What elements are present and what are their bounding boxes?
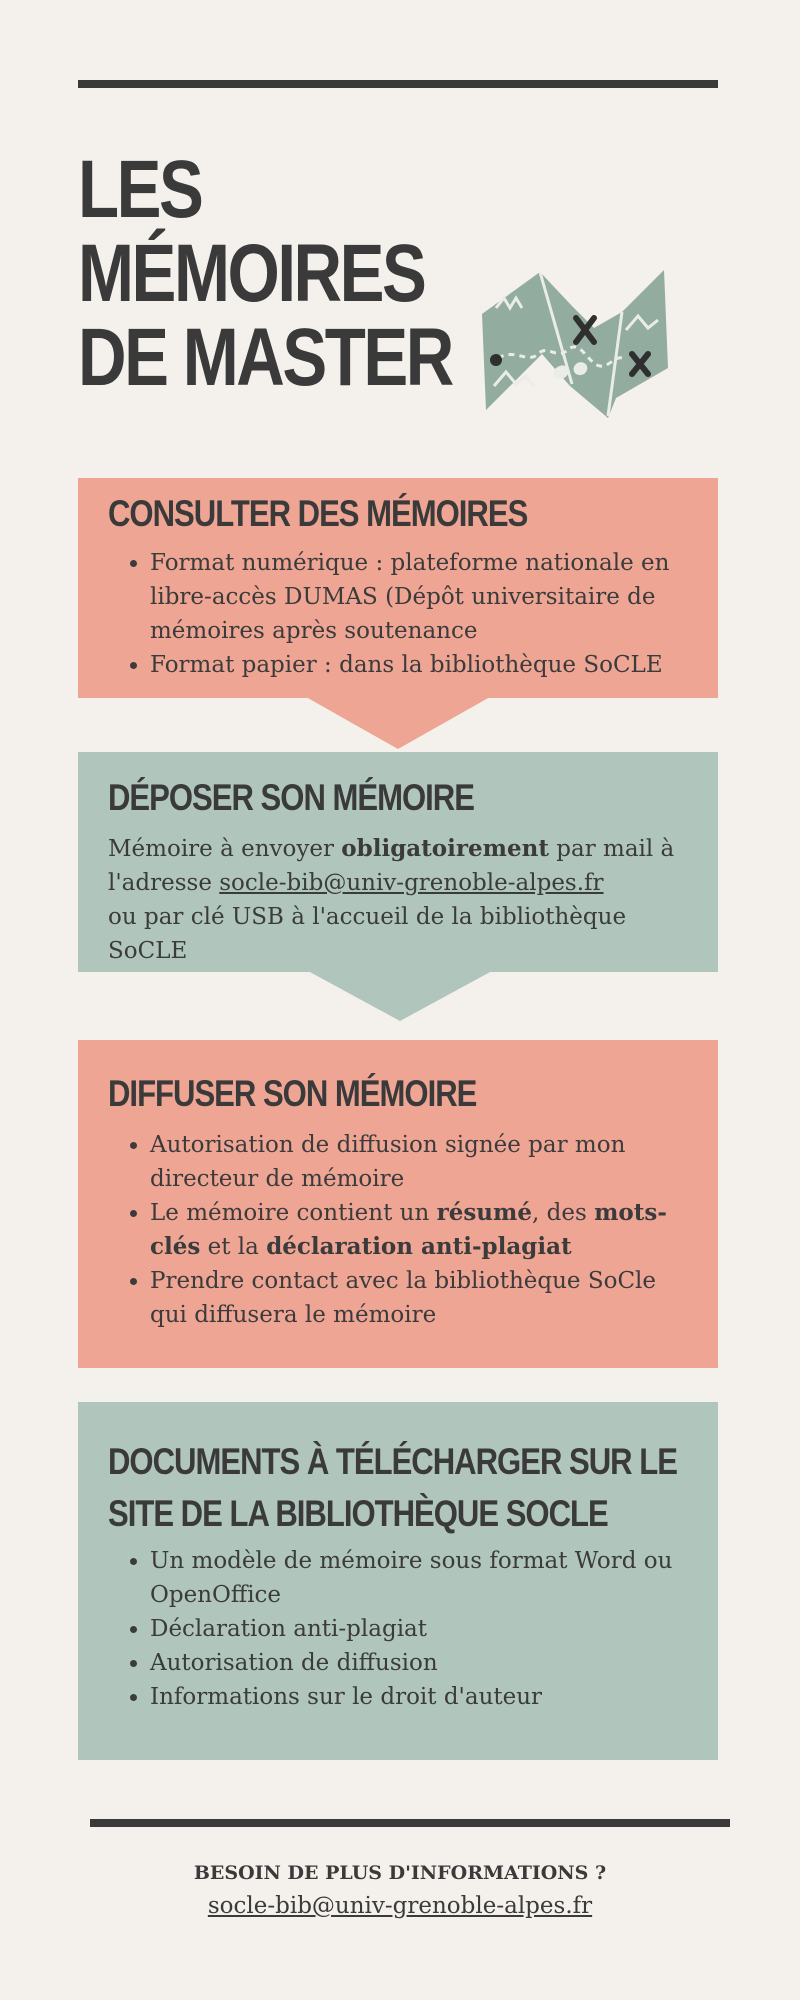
list-item-text: , des xyxy=(532,1200,595,1226)
list-item: • Prendre contact avec la bibliothèque SoCle qui diffusera le mémoire xyxy=(150,1264,688,1332)
list-item: • Un modèle de mémoire sous format Word ou OpenOffice xyxy=(150,1544,688,1612)
page-title: LES MÉMOIRES DE MASTER xyxy=(78,144,452,403)
list-item: • Déclaration anti-plagiat xyxy=(150,1612,688,1646)
deposit-text xyxy=(108,832,688,968)
list-item: • Autorisation de diffusion xyxy=(150,1646,688,1680)
deposit-text-part: par mail à xyxy=(548,836,675,862)
list-item-text: Le mémoire contient un xyxy=(150,1200,437,1226)
footer-heading: BESOIN DE PLUS D'INFORMATIONS ? xyxy=(193,1862,607,1884)
deposit-text-part: Mémoire à envoyer xyxy=(108,836,342,862)
downloads-panel xyxy=(78,1402,718,1760)
down-arrow xyxy=(306,697,490,749)
diffuse-title: DIFFUSER SON MÉMOIRE xyxy=(108,1073,477,1114)
list-item-emphasis: mots-clés xyxy=(150,1199,667,1260)
list-item-text: et la xyxy=(200,1234,267,1260)
consult-panel xyxy=(78,478,718,698)
diffuse-panel xyxy=(78,1040,718,1368)
list-item: • Autorisation de diffusion signée par mon directeur de mémoire xyxy=(150,1128,688,1196)
downloads-list xyxy=(108,1544,688,1714)
diffuse-list xyxy=(108,1128,688,1332)
list-item: • Format papier : dans la bibliothèque SoCLE xyxy=(150,648,688,682)
deposit-emphasis: obligatoirement xyxy=(341,835,549,862)
downloads-title: DOCUMENTS À TÉLÉCHARGER SUR LE SITE DE LA BIBLIOTHÈQUE SOCLE xyxy=(108,1441,677,1534)
list-item: • Format numérique : plateforme nationale en libre-accès DUMAS (Dépôt universitaire de mémoires après soutenance xyxy=(150,546,688,648)
footer-email-link[interactable]: socle-bib@univ-grenoble-alpes.fr xyxy=(207,1893,593,1919)
deposit-email-link[interactable]: socle-bib@univ-grenoble-alpes.fr xyxy=(219,870,604,896)
list-item-emphasis: déclaration anti-plagiat xyxy=(266,1233,572,1260)
list-item xyxy=(150,1196,688,1264)
bottom-divider xyxy=(90,1819,730,1827)
deposit-text-part: l'adresse xyxy=(108,870,220,896)
treasure-map-icon xyxy=(476,268,672,420)
consult-title: CONSULTER DES MÉMOIRES xyxy=(108,493,528,534)
deposit-panel xyxy=(78,752,718,972)
consult-list xyxy=(108,546,688,682)
down-arrow xyxy=(308,971,492,1021)
deposit-title: DÉPOSER SON MÉMOIRE xyxy=(108,777,474,818)
top-divider xyxy=(78,80,718,88)
list-item-emphasis: résumé xyxy=(436,1199,533,1226)
deposit-text-part: ou par clé USB à l'accueil de la bibliothèque SoCLE xyxy=(108,904,627,964)
list-item: • Informations sur le droit d'auteur xyxy=(150,1680,688,1714)
